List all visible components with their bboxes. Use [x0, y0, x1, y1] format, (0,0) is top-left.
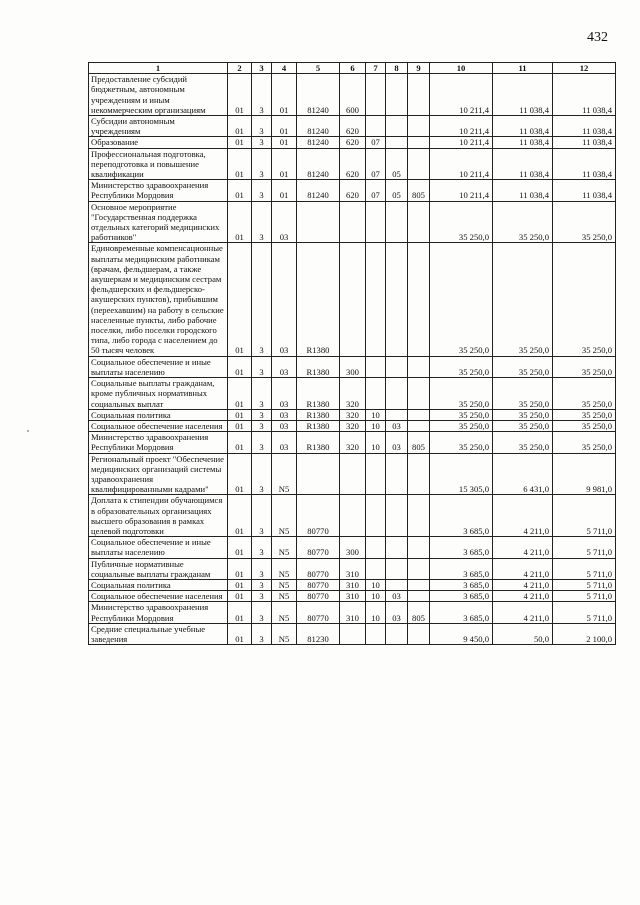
- table-row: [89, 420, 616, 431]
- row-name-cell: Социальная политика: [89, 579, 228, 590]
- row-cell-col-2: 01: [228, 116, 252, 137]
- row-cell-col-10: 35 250,0: [430, 432, 493, 453]
- row-cell-col-7: [366, 201, 386, 243]
- row-cell-col-9: [408, 579, 430, 590]
- row-cell-col-7: 07: [366, 137, 386, 148]
- row-cell-col-6: 620: [340, 137, 366, 148]
- row-cell-col-2: 01: [228, 74, 252, 116]
- row-cell-col-5: R1380: [297, 409, 340, 420]
- row-cell-col-4: 03: [272, 378, 297, 410]
- row-cell-col-11: 11 038,4: [493, 137, 553, 148]
- row-name-cell: Министерство здравоохранения Республики Мордовия: [89, 602, 228, 623]
- row-cell-col-2: 01: [228, 180, 252, 201]
- column-header: 1: [89, 63, 228, 74]
- row-cell-col-11: 35 250,0: [493, 409, 553, 420]
- row-cell-col-6: 320: [340, 432, 366, 453]
- row-cell-col-9: [408, 409, 430, 420]
- row-cell-col-8: [386, 74, 408, 116]
- column-header: 3: [252, 63, 272, 74]
- row-cell-col-12: 5 711,0: [553, 495, 616, 537]
- row-cell-col-2: 01: [228, 432, 252, 453]
- row-cell-col-3: 3: [252, 201, 272, 243]
- row-name-cell: Единовременные компенсационные выплаты медицинским работникам (врачам, фельдшерам, а также акушеркам и медицинским сестрам фельдшерских и фельдшерско-акушерских пунктов), прибывшим (переехавшим) на работу в сельские населенные пункты, либо рабочие поселки, либо поселки городского типа, либо города с населением до 50 тысяч человек: [89, 243, 228, 356]
- row-name-cell: Социальное обеспечение населения: [89, 420, 228, 431]
- row-cell-col-11: 4 211,0: [493, 495, 553, 537]
- header-row: [89, 63, 616, 74]
- row-cell-col-12: 11 038,4: [553, 74, 616, 116]
- row-cell-col-3: 3: [252, 495, 272, 537]
- row-cell-col-4: 03: [272, 409, 297, 420]
- row-cell-col-11: 11 038,4: [493, 180, 553, 201]
- row-cell-col-10: 10 211,4: [430, 148, 493, 180]
- row-cell-col-10: 35 250,0: [430, 356, 493, 377]
- row-name-cell: Доплата к стипендии обучающимся в образовательных организациях высшего образования в рамках целевой подготовки: [89, 495, 228, 537]
- row-cell-col-5: 81240: [297, 116, 340, 137]
- column-header: 9: [408, 63, 430, 74]
- row-cell-col-7: 10: [366, 591, 386, 602]
- row-cell-col-4: N5: [272, 558, 297, 579]
- row-cell-col-11: 35 250,0: [493, 243, 553, 356]
- row-cell-col-4: N5: [272, 537, 297, 558]
- row-cell-col-2: 01: [228, 453, 252, 495]
- row-cell-col-12: 2 100,0: [553, 623, 616, 644]
- budget-table: [88, 62, 616, 645]
- row-cell-col-8: [386, 623, 408, 644]
- row-cell-col-9: [408, 537, 430, 558]
- row-cell-col-8: [386, 453, 408, 495]
- row-cell-col-5: R1380: [297, 432, 340, 453]
- row-cell-col-6: 310: [340, 558, 366, 579]
- row-name-cell: Социальное обеспечение и иные выплаты населению: [89, 356, 228, 377]
- row-cell-col-6: 320: [340, 409, 366, 420]
- row-cell-col-5: 80770: [297, 602, 340, 623]
- row-cell-col-3: 3: [252, 591, 272, 602]
- row-cell-col-12: 35 250,0: [553, 432, 616, 453]
- row-cell-col-4: N5: [272, 453, 297, 495]
- row-cell-col-11: 35 250,0: [493, 420, 553, 431]
- row-cell-col-5: 81240: [297, 180, 340, 201]
- row-cell-col-7: 10: [366, 602, 386, 623]
- row-cell-col-3: 3: [252, 579, 272, 590]
- row-cell-col-3: 3: [252, 148, 272, 180]
- row-cell-col-3: 3: [252, 432, 272, 453]
- row-cell-col-3: 3: [252, 453, 272, 495]
- row-cell-col-11: 6 431,0: [493, 453, 553, 495]
- scan-speck: [27, 430, 29, 432]
- row-cell-col-9: [408, 453, 430, 495]
- row-cell-col-5: R1380: [297, 243, 340, 356]
- column-header: 7: [366, 63, 386, 74]
- row-cell-col-10: 3 685,0: [430, 495, 493, 537]
- row-cell-col-8: [386, 558, 408, 579]
- row-cell-col-2: 01: [228, 420, 252, 431]
- row-cell-col-6: 310: [340, 591, 366, 602]
- row-cell-col-2: 01: [228, 148, 252, 180]
- table-row: [89, 537, 616, 558]
- row-cell-col-11: 35 250,0: [493, 201, 553, 243]
- row-cell-col-10: 35 250,0: [430, 378, 493, 410]
- row-cell-col-10: 3 685,0: [430, 579, 493, 590]
- row-cell-col-10: 3 685,0: [430, 558, 493, 579]
- row-cell-col-2: 01: [228, 558, 252, 579]
- row-cell-col-6: 620: [340, 116, 366, 137]
- row-cell-col-10: 35 250,0: [430, 201, 493, 243]
- row-cell-col-11: 4 211,0: [493, 602, 553, 623]
- row-cell-col-11: 35 250,0: [493, 356, 553, 377]
- row-cell-col-5: R1380: [297, 356, 340, 377]
- table-row: [89, 201, 616, 243]
- row-cell-col-3: 3: [252, 74, 272, 116]
- row-cell-col-4: N5: [272, 602, 297, 623]
- row-cell-col-4: 03: [272, 243, 297, 356]
- row-cell-col-3: 3: [252, 623, 272, 644]
- row-cell-col-9: [408, 243, 430, 356]
- table-row: [89, 74, 616, 116]
- row-cell-col-5: 81240: [297, 74, 340, 116]
- row-cell-col-10: 35 250,0: [430, 409, 493, 420]
- row-name-cell: Социальное обеспечение населения: [89, 591, 228, 602]
- row-cell-col-7: [366, 558, 386, 579]
- row-name-cell: Социальная политика: [89, 409, 228, 420]
- row-cell-col-5: 80770: [297, 558, 340, 579]
- row-cell-col-6: 300: [340, 356, 366, 377]
- row-cell-col-12: 35 250,0: [553, 409, 616, 420]
- row-cell-col-4: N5: [272, 579, 297, 590]
- row-cell-col-5: 80770: [297, 579, 340, 590]
- row-cell-col-6: [340, 495, 366, 537]
- row-cell-col-9: [408, 623, 430, 644]
- row-cell-col-3: 3: [252, 378, 272, 410]
- row-cell-col-6: [340, 623, 366, 644]
- row-cell-col-8: [386, 579, 408, 590]
- row-cell-col-7: 10: [366, 420, 386, 431]
- row-cell-col-2: 01: [228, 137, 252, 148]
- row-cell-col-4: N5: [272, 591, 297, 602]
- row-cell-col-4: 03: [272, 420, 297, 431]
- row-cell-col-12: 35 250,0: [553, 420, 616, 431]
- row-cell-col-11: 4 211,0: [493, 537, 553, 558]
- row-cell-col-6: 310: [340, 579, 366, 590]
- row-cell-col-5: R1380: [297, 378, 340, 410]
- table-row: [89, 602, 616, 623]
- row-cell-col-9: 805: [408, 602, 430, 623]
- row-cell-col-3: 3: [252, 243, 272, 356]
- row-cell-col-5: 80770: [297, 495, 340, 537]
- row-cell-col-9: [408, 356, 430, 377]
- row-cell-col-4: 01: [272, 137, 297, 148]
- row-cell-col-7: [366, 623, 386, 644]
- row-cell-col-9: [408, 558, 430, 579]
- column-header: 8: [386, 63, 408, 74]
- row-name-cell: Региональный проект "Обеспечение медицинских организаций системы здравоохранения квалифицированными кадрами": [89, 453, 228, 495]
- row-cell-col-2: 01: [228, 356, 252, 377]
- row-cell-col-11: 50,0: [493, 623, 553, 644]
- row-cell-col-12: 5 711,0: [553, 558, 616, 579]
- row-cell-col-10: 15 305,0: [430, 453, 493, 495]
- row-cell-col-7: [366, 74, 386, 116]
- row-cell-col-12: 5 711,0: [553, 579, 616, 590]
- table-row: [89, 378, 616, 410]
- row-cell-col-5: [297, 453, 340, 495]
- table-row: [89, 409, 616, 420]
- row-cell-col-9: [408, 74, 430, 116]
- row-cell-col-11: 11 038,4: [493, 148, 553, 180]
- row-cell-col-2: 01: [228, 537, 252, 558]
- row-cell-col-5: 81240: [297, 137, 340, 148]
- column-header: 11: [493, 63, 553, 74]
- row-cell-col-6: [340, 243, 366, 356]
- table-row: [89, 495, 616, 537]
- row-cell-col-10: 10 211,4: [430, 180, 493, 201]
- row-cell-col-12: 35 250,0: [553, 378, 616, 410]
- row-cell-col-8: 03: [386, 591, 408, 602]
- row-cell-col-12: 11 038,4: [553, 148, 616, 180]
- row-cell-col-9: [408, 201, 430, 243]
- row-cell-col-7: [366, 495, 386, 537]
- row-name-cell: Предоставление субсидий бюджетным, автономным учреждениям и иным некоммерческим организациям: [89, 74, 228, 116]
- row-cell-col-7: [366, 537, 386, 558]
- row-cell-col-6: [340, 201, 366, 243]
- column-header: 12: [553, 63, 616, 74]
- row-cell-col-9: [408, 591, 430, 602]
- row-cell-col-7: 10: [366, 579, 386, 590]
- table-row: [89, 137, 616, 148]
- table-row: [89, 432, 616, 453]
- row-cell-col-10: 10 211,4: [430, 116, 493, 137]
- row-cell-col-9: [408, 116, 430, 137]
- row-cell-col-6: 320: [340, 378, 366, 410]
- row-cell-col-11: 4 211,0: [493, 558, 553, 579]
- column-header: 6: [340, 63, 366, 74]
- row-cell-col-6: 300: [340, 537, 366, 558]
- row-cell-col-8: 03: [386, 432, 408, 453]
- row-cell-col-3: 3: [252, 116, 272, 137]
- table-row: [89, 591, 616, 602]
- row-cell-col-11: 4 211,0: [493, 579, 553, 590]
- row-cell-col-4: N5: [272, 495, 297, 537]
- row-cell-col-2: 01: [228, 579, 252, 590]
- row-cell-col-3: 3: [252, 602, 272, 623]
- row-cell-col-6: 600: [340, 74, 366, 116]
- row-cell-col-7: 10: [366, 409, 386, 420]
- row-name-cell: Субсидии автономным учреждениям: [89, 116, 228, 137]
- row-cell-col-8: 05: [386, 180, 408, 201]
- row-cell-col-9: [408, 148, 430, 180]
- row-cell-col-2: 01: [228, 495, 252, 537]
- row-cell-col-6: [340, 453, 366, 495]
- row-name-cell: Министерство здравоохранения Республики Мордовия: [89, 432, 228, 453]
- row-cell-col-4: 01: [272, 180, 297, 201]
- row-cell-col-8: [386, 378, 408, 410]
- row-name-cell: Образование: [89, 137, 228, 148]
- row-cell-col-5: 81230: [297, 623, 340, 644]
- row-cell-col-2: 01: [228, 591, 252, 602]
- row-cell-col-2: 01: [228, 378, 252, 410]
- row-cell-col-8: [386, 356, 408, 377]
- table-row: [89, 180, 616, 201]
- row-cell-col-2: 01: [228, 623, 252, 644]
- row-cell-col-2: 01: [228, 602, 252, 623]
- row-cell-col-3: 3: [252, 356, 272, 377]
- table-row: [89, 558, 616, 579]
- row-cell-col-4: 03: [272, 432, 297, 453]
- row-cell-col-4: 03: [272, 201, 297, 243]
- row-cell-col-7: [366, 356, 386, 377]
- row-cell-col-4: N5: [272, 623, 297, 644]
- table-row: [89, 579, 616, 590]
- row-cell-col-3: 3: [252, 537, 272, 558]
- row-cell-col-8: [386, 495, 408, 537]
- row-cell-col-12: 35 250,0: [553, 356, 616, 377]
- row-cell-col-7: [366, 378, 386, 410]
- row-cell-col-10: 3 685,0: [430, 591, 493, 602]
- row-cell-col-9: [408, 420, 430, 431]
- row-cell-col-3: 3: [252, 137, 272, 148]
- row-cell-col-12: 11 038,4: [553, 137, 616, 148]
- row-cell-col-8: 03: [386, 602, 408, 623]
- row-cell-col-2: 01: [228, 409, 252, 420]
- row-cell-col-5: 80770: [297, 591, 340, 602]
- table-body: [89, 74, 616, 645]
- row-cell-col-3: 3: [252, 558, 272, 579]
- row-cell-col-8: [386, 201, 408, 243]
- row-cell-col-10: 35 250,0: [430, 243, 493, 356]
- row-cell-col-11: 11 038,4: [493, 74, 553, 116]
- row-cell-col-9: [408, 137, 430, 148]
- row-name-cell: Министерство здравоохранения Республики Мордовия: [89, 180, 228, 201]
- table-row: [89, 623, 616, 644]
- table-row: [89, 116, 616, 137]
- row-cell-col-5: 80770: [297, 537, 340, 558]
- table-row: [89, 356, 616, 377]
- row-cell-col-10: 3 685,0: [430, 537, 493, 558]
- row-cell-col-7: [366, 453, 386, 495]
- row-name-cell: Профессиональная подготовка, переподготовка и повышение квалификации: [89, 148, 228, 180]
- row-cell-col-3: 3: [252, 409, 272, 420]
- row-cell-col-12: 11 038,4: [553, 116, 616, 137]
- row-cell-col-11: 4 211,0: [493, 591, 553, 602]
- row-cell-col-12: 5 711,0: [553, 591, 616, 602]
- page-number: 432: [587, 30, 608, 45]
- row-cell-col-5: [297, 201, 340, 243]
- row-cell-col-12: 35 250,0: [553, 201, 616, 243]
- row-cell-col-5: 81240: [297, 148, 340, 180]
- row-cell-col-11: 11 038,4: [493, 116, 553, 137]
- row-cell-col-4: 01: [272, 116, 297, 137]
- row-cell-col-8: [386, 116, 408, 137]
- row-cell-col-6: 620: [340, 180, 366, 201]
- row-cell-col-11: 35 250,0: [493, 432, 553, 453]
- row-cell-col-12: 5 711,0: [553, 602, 616, 623]
- row-cell-col-8: [386, 409, 408, 420]
- row-cell-col-10: 35 250,0: [430, 420, 493, 431]
- row-cell-col-7: 07: [366, 180, 386, 201]
- table-row: [89, 453, 616, 495]
- row-cell-col-9: [408, 495, 430, 537]
- row-cell-col-7: 07: [366, 148, 386, 180]
- row-cell-col-12: 5 711,0: [553, 537, 616, 558]
- row-cell-col-10: 9 450,0: [430, 623, 493, 644]
- row-cell-col-10: 10 211,4: [430, 137, 493, 148]
- row-cell-col-4: 01: [272, 74, 297, 116]
- row-cell-col-8: [386, 537, 408, 558]
- row-name-cell: Основное мероприятие "Государственная поддержка отдельных категорий медицинских работников": [89, 201, 228, 243]
- row-name-cell: Социальное обеспечение и иные выплаты населению: [89, 537, 228, 558]
- row-cell-col-4: 03: [272, 356, 297, 377]
- row-cell-col-2: 01: [228, 201, 252, 243]
- row-cell-col-8: 03: [386, 420, 408, 431]
- row-name-cell: Средние специальные учебные заведения: [89, 623, 228, 644]
- row-cell-col-7: [366, 243, 386, 356]
- table-row: [89, 148, 616, 180]
- row-cell-col-11: 35 250,0: [493, 378, 553, 410]
- row-cell-col-6: 310: [340, 602, 366, 623]
- row-cell-col-10: 3 685,0: [430, 602, 493, 623]
- row-cell-col-4: 01: [272, 148, 297, 180]
- column-header: 10: [430, 63, 493, 74]
- row-cell-col-7: 10: [366, 432, 386, 453]
- row-cell-col-5: R1380: [297, 420, 340, 431]
- row-cell-col-8: 05: [386, 148, 408, 180]
- row-cell-col-8: [386, 137, 408, 148]
- column-header: 4: [272, 63, 297, 74]
- row-cell-col-3: 3: [252, 180, 272, 201]
- row-cell-col-12: 35 250,0: [553, 243, 616, 356]
- row-cell-col-8: [386, 243, 408, 356]
- row-cell-col-7: [366, 116, 386, 137]
- row-cell-col-6: 620: [340, 148, 366, 180]
- row-cell-col-10: 10 211,4: [430, 74, 493, 116]
- row-cell-col-2: 01: [228, 243, 252, 356]
- row-cell-col-12: 9 981,0: [553, 453, 616, 495]
- column-header: 2: [228, 63, 252, 74]
- row-name-cell: Публичные нормативные социальные выплаты гражданам: [89, 558, 228, 579]
- column-header: 5: [297, 63, 340, 74]
- row-cell-col-3: 3: [252, 420, 272, 431]
- table-row: [89, 243, 616, 356]
- row-name-cell: Социальные выплаты гражданам, кроме публичных нормативных социальных выплат: [89, 378, 228, 410]
- row-cell-col-6: 320: [340, 420, 366, 431]
- row-cell-col-9: 805: [408, 180, 430, 201]
- row-cell-col-9: 805: [408, 432, 430, 453]
- row-cell-col-9: [408, 378, 430, 410]
- row-cell-col-12: 11 038,4: [553, 180, 616, 201]
